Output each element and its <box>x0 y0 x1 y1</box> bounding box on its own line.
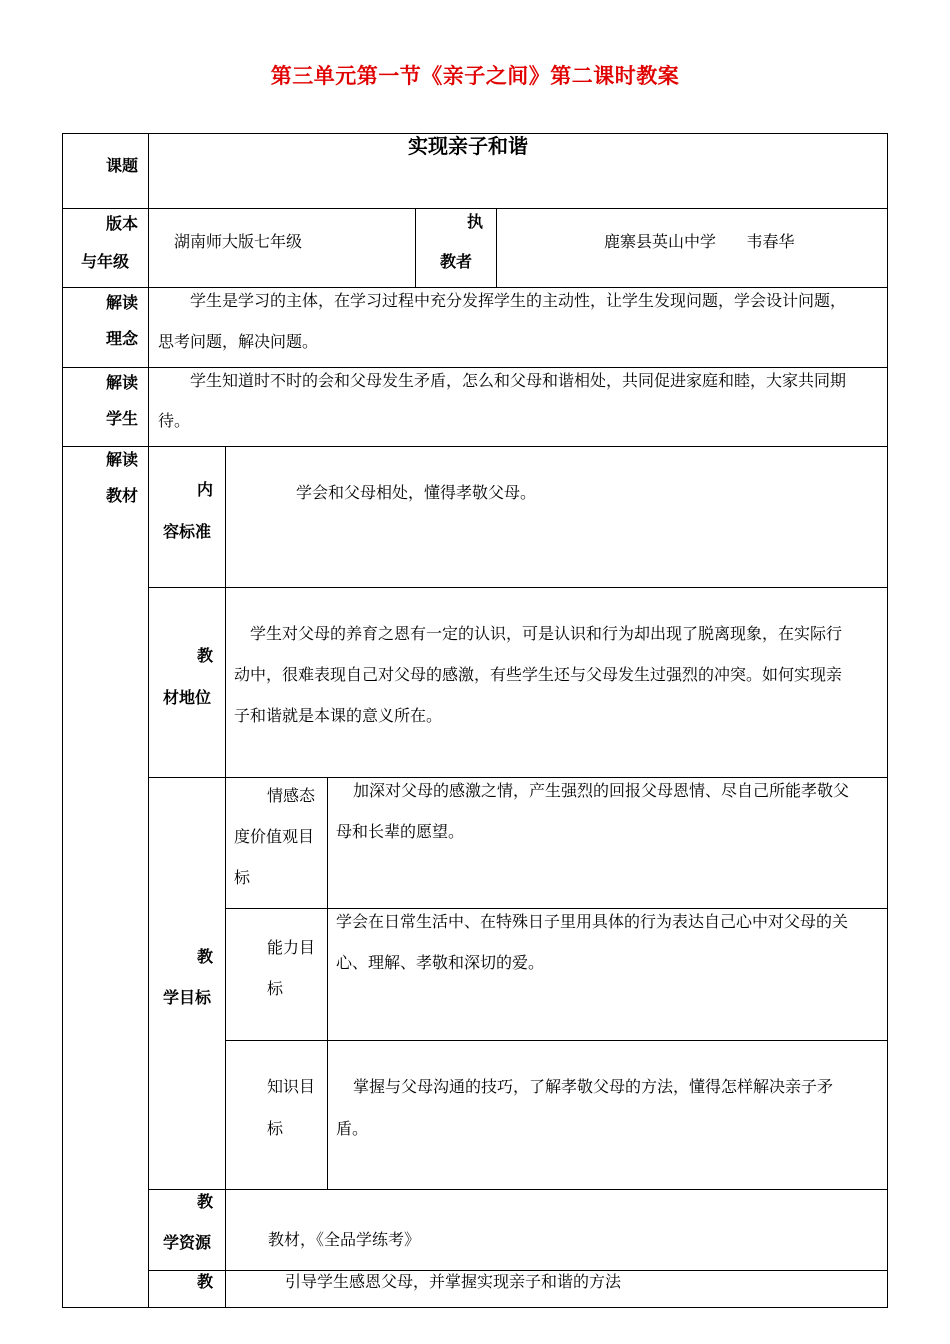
lesson-title: 实现亲子和谐 <box>408 134 528 158</box>
goals-label-1: 教 <box>196 947 213 966</box>
textbook-position-label-2: 材地位 <box>162 688 211 707</box>
content-standard-label-2: 容标准 <box>162 522 211 541</box>
focus-value: 引导学生感恩父母，并掌握实现亲子和谐的方法 <box>285 1272 622 1291</box>
content-standard-value: 学会和父母相处，懂得孝敬父母。 <box>296 483 537 502</box>
knowledge-goal-label-2: 标 <box>267 1119 284 1138</box>
textbook-position-label-1: 教 <box>196 646 213 665</box>
resources-label-1: 教 <box>196 1192 213 1211</box>
content-standard-label-1: 内 <box>196 480 213 499</box>
document-title: 第三单元第一节《亲子之间》第二课时教案 <box>270 64 680 88</box>
edition-value: 湖南师大版七年级 <box>174 232 303 251</box>
students-label-2: 学生 <box>105 409 138 428</box>
emotion-goal-line-2: 母和长辈的愿望。 <box>336 822 465 841</box>
ability-goal-label-1: 能力目 <box>267 938 316 957</box>
students-line-1: 学生知道时不时的会和父母发生矛盾，怎么和父母和谐相处，共同促进家庭和睦，大家共同期 <box>190 371 847 390</box>
emotion-goal-label-3: 标 <box>234 868 251 887</box>
edition-label-1: 版本 <box>105 214 138 233</box>
knowledge-goal-line-2: 盾。 <box>336 1119 369 1138</box>
students-line-2: 待。 <box>158 411 191 430</box>
lesson-label: 课题 <box>105 156 138 175</box>
textbook-position-line-3: 子和谐就是本课的意义所在。 <box>234 706 443 725</box>
emotion-goal-line-1: 加深对父母的感激之情，产生强烈的回报父母恩情、尽自己所能孝敬父 <box>353 781 850 800</box>
textbook-label-2: 教材 <box>105 486 138 505</box>
teacher-label-2: 教者 <box>439 252 472 271</box>
philosophy-line-1: 学生是学习的主体，在学习过程中充分发挥学生的主动性，让学生发现问题，学会设计问题， <box>190 291 847 310</box>
emotion-goal-label-1: 情感态 <box>267 786 316 805</box>
philosophy-label-2: 理念 <box>105 329 138 348</box>
philosophy-label-1: 解读 <box>105 293 138 312</box>
goals-label-2: 学目标 <box>162 988 211 1007</box>
teacher-value: 鹿寨县英山中学 韦春华 <box>604 232 795 251</box>
textbook-position-line-1: 学生对父母的养育之恩有一定的认识，可是认识和行为却出现了脱离现象，在实际行 <box>250 624 843 643</box>
emotion-goal-label-2: 度价值观目 <box>234 827 315 846</box>
philosophy-line-2: 思考问题，解决问题。 <box>158 332 319 351</box>
focus-label-1: 教 <box>196 1272 213 1291</box>
ability-goal-line-2: 心、理解、孝敬和深切的爱。 <box>336 953 545 972</box>
edition-label-2: 与年级 <box>80 252 129 271</box>
students-label-1: 解读 <box>105 373 138 392</box>
ability-goal-line-1: 学会在日常生活中、在特殊日子里用具体的行为表达自己心中对父母的关 <box>336 912 849 931</box>
resources-value: 教材，《全品学练考》 <box>268 1230 421 1249</box>
textbook-position-line-2: 动中，很难表现自己对父母的感激，有些学生还与父母发生过强烈的冲突。如何实现亲 <box>234 665 843 684</box>
knowledge-goal-line-1: 掌握与父母沟通的技巧，了解孝敬父母的方法，懂得怎样解决亲子矛 <box>353 1077 834 1096</box>
ability-goal-label-2: 标 <box>267 979 284 998</box>
textbook-label-1: 解读 <box>105 450 138 469</box>
resources-label-2: 学资源 <box>162 1233 211 1252</box>
teacher-label-1: 执 <box>466 212 483 231</box>
knowledge-goal-label-1: 知识目 <box>267 1077 316 1096</box>
